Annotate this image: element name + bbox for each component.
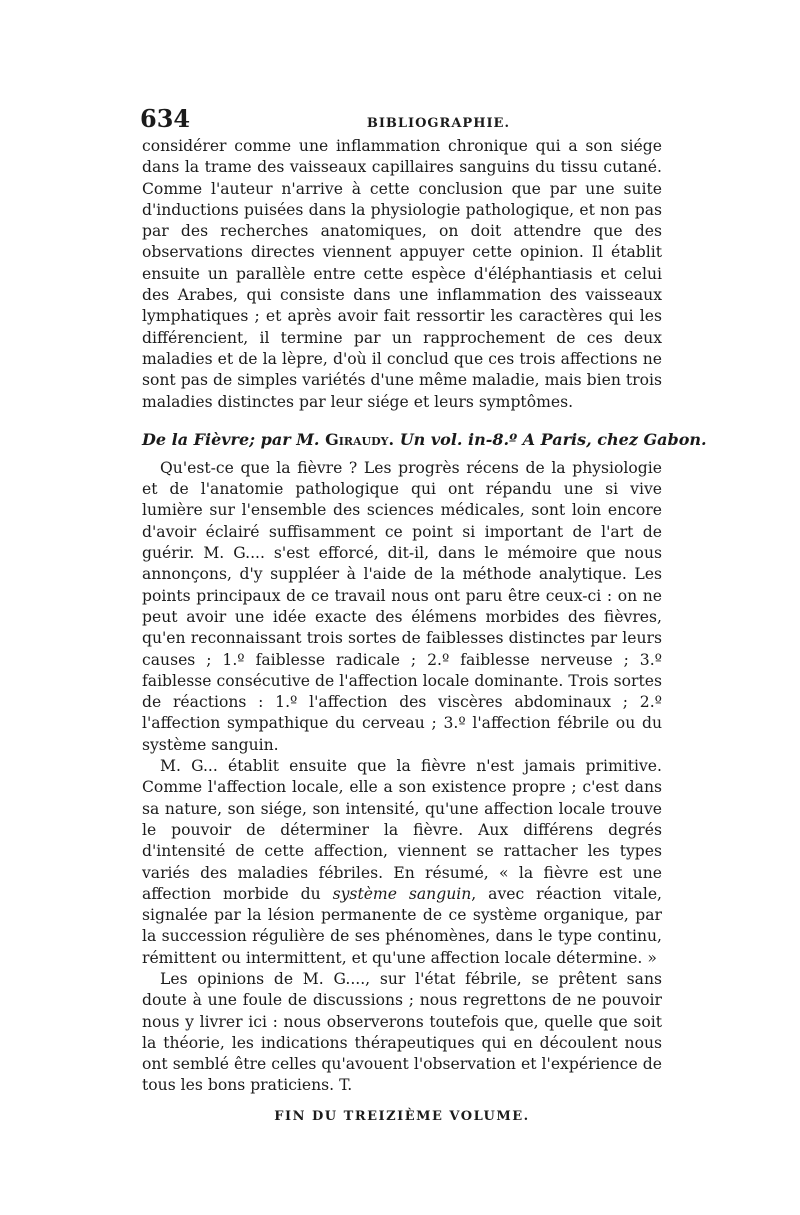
review-paragraph-1: Qu'est-ce que la fièvre ? Les progrès récens de la physiologie et de l'anatomie pathologique qui ont répandu une si vive lumière sur l'ensemble des sciences médicales, sont loin encore d'avoir éclairé suffisamment ce point si important de l'art de guérir. M. G.... s'est efforcé, dit-il, dans le mémoire que nous annonçons, d'y suppléer à l'aide de la méthode analytique. Les points principaux de ce travail nous ont paru être ceux-ci : on ne peut avoir une idée exacte des élémens morbides des fièvres, qu'en reconnaissant trois sortes de faiblesses distinctes par leurs causes ; 1.º faiblesse radicale ; 2.º faiblesse nerveuse ; 3.º faiblesse consécutive de l'affection locale dominante. Trois sortes de réactions : 1.º l'affection des viscères abdominaux ; 2.º l'affection sympathique du cerveau ; 3.º l'affection fébrile ou du système sanguin. (142, 458, 662, 754)
review-heading (142, 429, 707, 451)
review-paragraph-2-end: , avec réaction vitale, signalée par la lésion permanente de ce système organique, par la succession régulière de ses phénomènes, dans le type continu, rémittent ou intermittent, et qu'une affection locale détermine. » (142, 884, 662, 967)
review-paragraph-2-italic: système sanguin (332, 884, 472, 903)
review-title: De la Fièvre; par M. (142, 429, 320, 449)
review-paragraph-2-start: M. G... établit ensuite que la fièvre n'est jamais primitive. Comme l'affection locale, elle a son existence propre ; c'est dans sa nature, son siége, son intensité, qu'une affection locale trouve le pouvoir de déterminer la fièvre. Aux différens degrés d'intensité de cette affection, viennent se rattacher les types variés des maladies fébriles. En résumé, « la fièvre est une affection morbide du (142, 757, 662, 903)
review-author: Giraudy. (325, 429, 395, 449)
page-number: 634 (140, 104, 191, 133)
end-of-volume: FIN DU TREIZIÈME VOLUME. (274, 1108, 530, 1124)
running-title: BIBLIOGRAPHIE. (366, 116, 510, 131)
text-block (140, 104, 707, 1124)
review-publication: Un vol. in-8.º A Paris, chez Gabon. (399, 429, 707, 449)
continued-paragraph: considérer comme une inflammation chronique qui a son siége dans la trame des vaisseaux capillaires sanguins du tissu cutané. Comme l'auteur n'arrive à cette conclusion que par une suite d'inductions puisées dans la physiologie pathologique, et non pas par des recherches anatomiques, on doit attendre que des observations directes viennent appuyer cette opinion. Il établit ensuite un parallèle entre cette espèce d'éléphantiasis et celui des Arabes, qui consiste dans une inflammation des vaisseaux lymphatiques ; et après avoir fait ressortir les caractères qui les différencient, il termine par un rapprochement de ces deux maladies et de la lèpre, d'où il conclud que ces trois affections ne sont pas de simples variétés d'une même maladie, mais bien trois maladies distinctes par leur siége et leurs symptômes. (142, 137, 662, 411)
review-paragraph-2 (142, 756, 662, 969)
review-paragraph-3 (142, 969, 662, 1097)
review-paragraph-3-text: Les opinions de M. G...., sur l'état fébrile, se prêtent sans doute à une foule de discussions ; nous regrettons de ne pouvoir nous y livrer ici : nous observerons toutefois que, quelle que soit la théorie, les indications thérapeutiques qui en découlent nous ont semblé être celles qu'avouent l'observation et l'expérience de tous les bons praticiens. (142, 969, 662, 1095)
review-signature: T. (339, 1076, 353, 1095)
page-header (142, 104, 662, 134)
